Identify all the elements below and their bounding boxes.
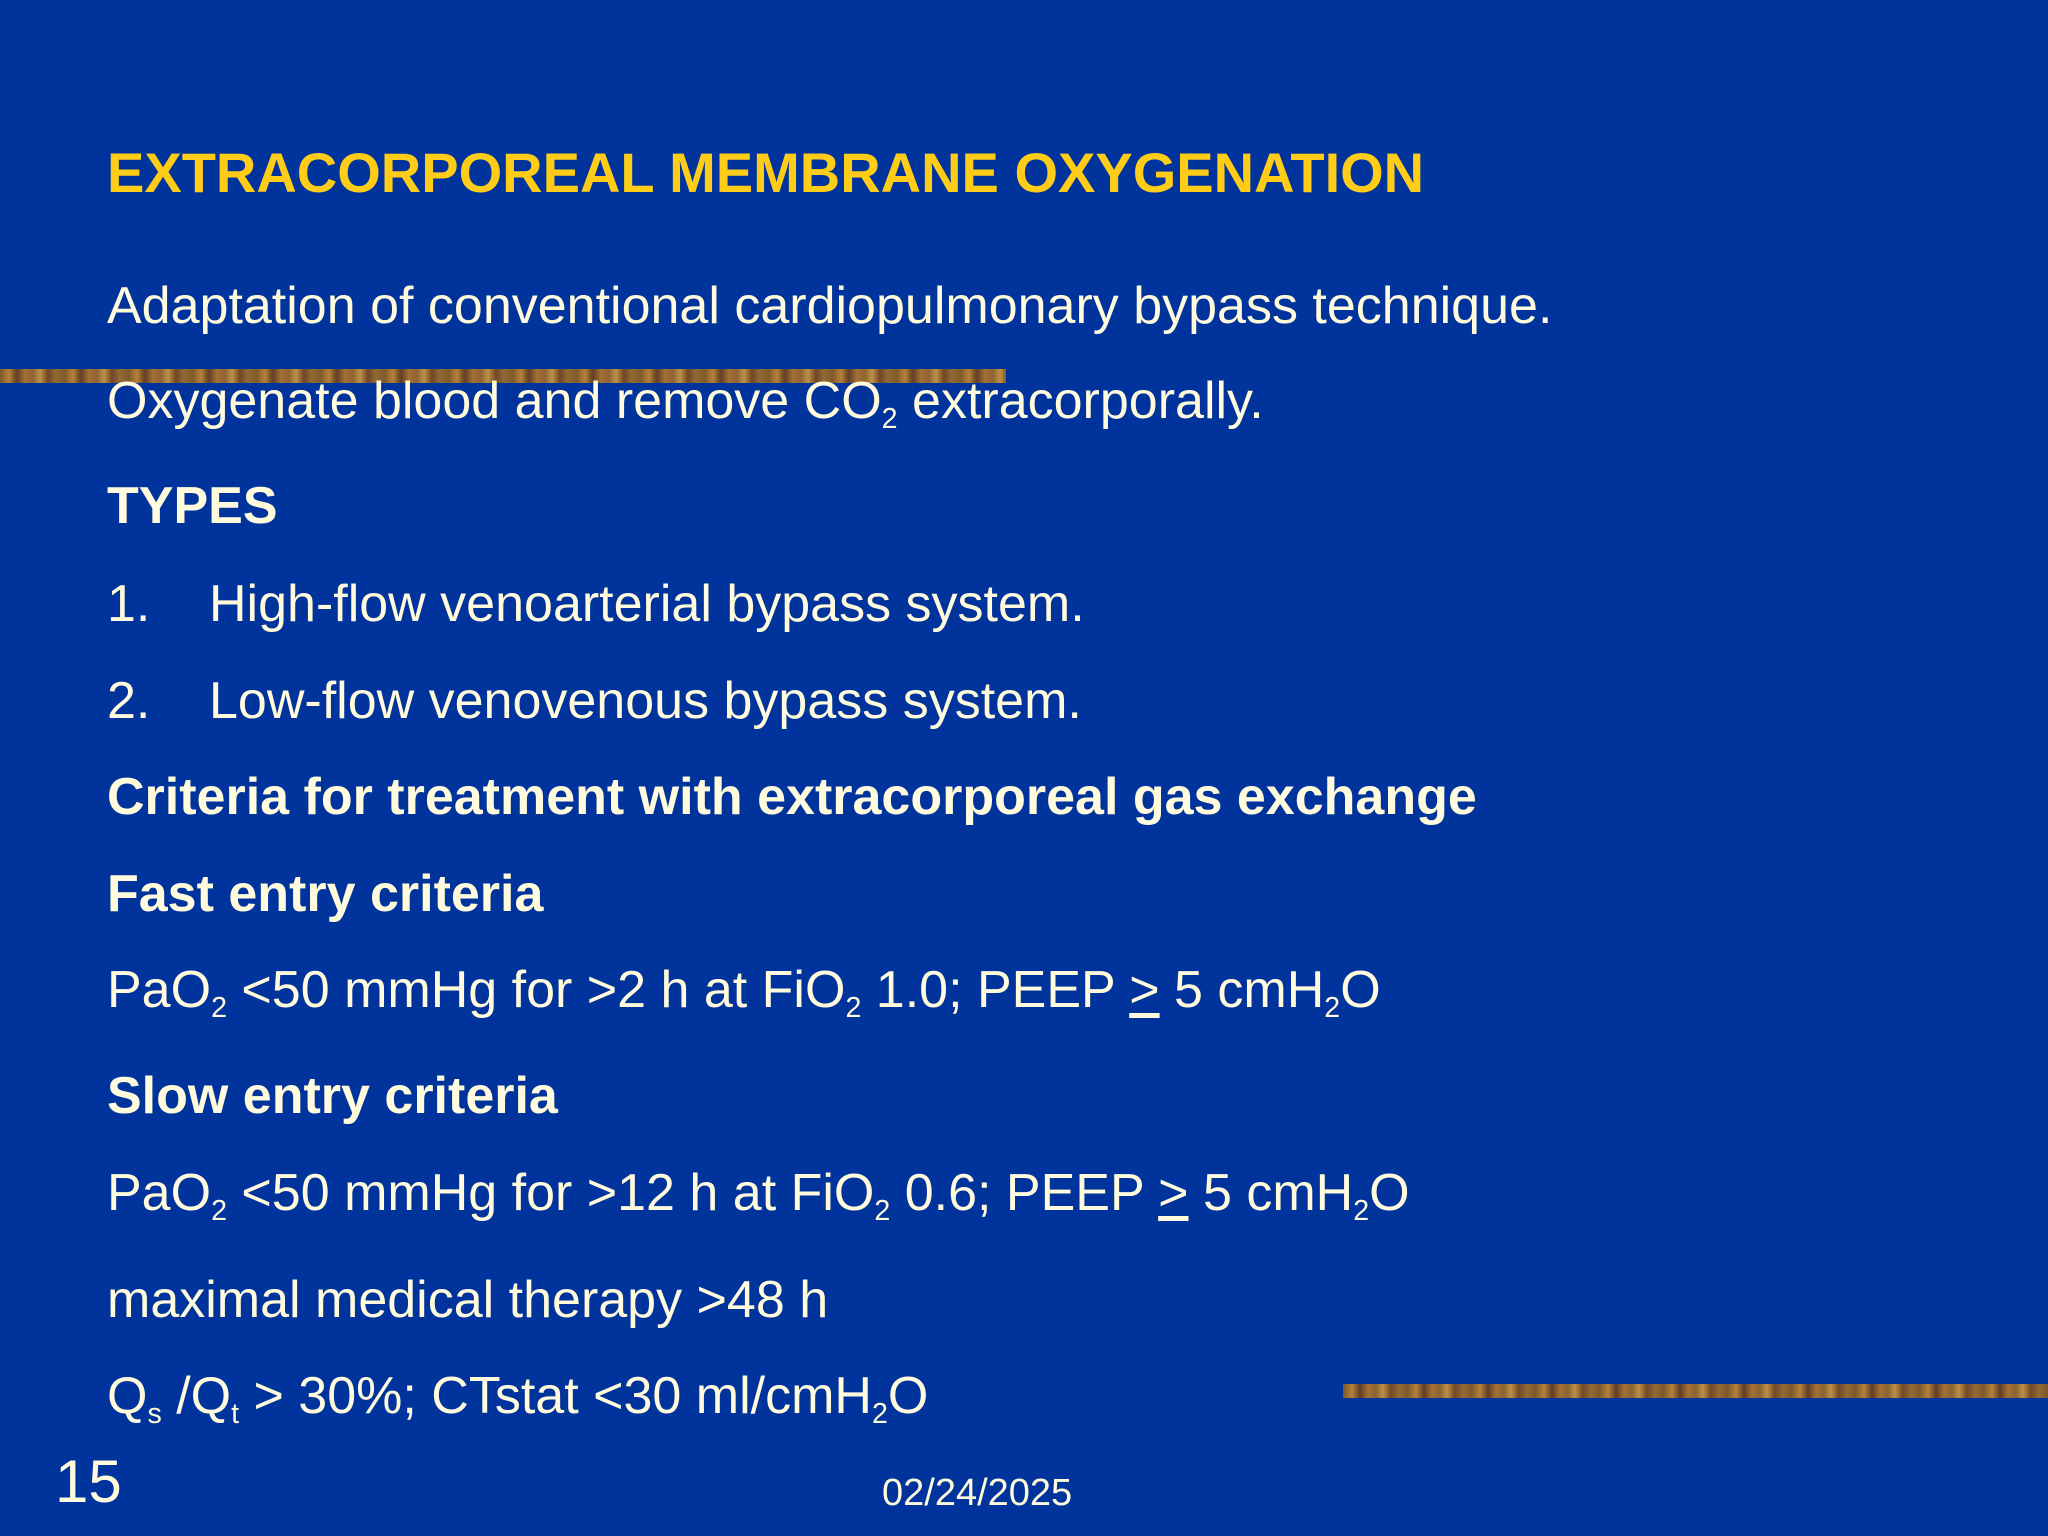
slow-entry-heading: Slow entry criteria bbox=[107, 1067, 558, 1125]
text-fragment: O bbox=[887, 1367, 929, 1425]
therapy-line: maximal medical therapy >48 h bbox=[107, 1271, 829, 1329]
subscript: 2 bbox=[874, 1195, 891, 1227]
text-fragment: extracorporally. bbox=[897, 372, 1264, 430]
intro-line-oxygenate bbox=[107, 372, 1264, 435]
shunt-compliance-line bbox=[107, 1367, 929, 1430]
text-fragment: Oxygenate blood and remove CO bbox=[107, 372, 882, 430]
subscript: 2 bbox=[1353, 1195, 1370, 1227]
list-item-text: Low-flow venovenous bypass system. bbox=[209, 672, 1082, 730]
text-fragment: PaO bbox=[107, 961, 212, 1019]
text-fragment: 0.6; PEEP bbox=[890, 1164, 1159, 1222]
types-item-1 bbox=[107, 575, 1085, 633]
types-heading: TYPES bbox=[107, 477, 278, 535]
slide-title: EXTRACORPOREAL MEMBRANE OXYGENATION bbox=[107, 141, 1425, 204]
text-fragment: 1.0; PEEP bbox=[861, 961, 1130, 1019]
list-number: 1. bbox=[107, 575, 151, 633]
subscript: 2 bbox=[871, 1398, 888, 1430]
text-fragment: <50 mmHg for >2 h at FiO bbox=[226, 961, 846, 1019]
text-fragment: O bbox=[1369, 1164, 1410, 1222]
text-fragment: /Q bbox=[161, 1367, 232, 1425]
text-fragment: Q bbox=[107, 1367, 148, 1425]
subscript: t bbox=[231, 1398, 240, 1430]
text-fragment: 5 cmH bbox=[1188, 1164, 1354, 1222]
subscript: s bbox=[147, 1398, 162, 1430]
slow-entry-criteria-line bbox=[107, 1164, 1410, 1227]
text-fragment: > 30%; CTstat <30 ml/cmH bbox=[239, 1367, 872, 1425]
criteria-heading: Criteria for treatment with extracorporeal gas exchange bbox=[107, 768, 1477, 826]
subscript: 2 bbox=[211, 1195, 227, 1227]
subscript: 2 bbox=[845, 992, 862, 1024]
subscript: 2 bbox=[1324, 992, 1341, 1024]
greater-equal-symbol: > bbox=[1129, 961, 1160, 1019]
subscript: 2 bbox=[211, 992, 227, 1024]
intro-line-adaptation: Adaptation of conventional cardiopulmonary bypass technique. bbox=[107, 277, 1553, 335]
text-fragment: <50 mmHg for >12 h at FiO bbox=[226, 1164, 875, 1222]
text-fragment: 5 cmH bbox=[1159, 961, 1325, 1019]
types-item-2 bbox=[107, 672, 1082, 730]
text-fragment: O bbox=[1340, 961, 1381, 1019]
slide-date: 02/24/2025 bbox=[882, 1472, 1073, 1514]
fast-entry-heading: Fast entry criteria bbox=[107, 865, 544, 923]
list-number: 2. bbox=[107, 672, 151, 730]
greater-equal-symbol: > bbox=[1158, 1164, 1189, 1222]
slide-number: 15 bbox=[55, 1448, 122, 1515]
fast-entry-criteria-line bbox=[107, 961, 1381, 1024]
list-item-text: High-flow venoarterial bypass system. bbox=[209, 575, 1085, 633]
text-fragment: PaO bbox=[107, 1164, 212, 1222]
subscript: 2 bbox=[881, 403, 898, 435]
decorative-band-bottom bbox=[1343, 1384, 2048, 1398]
